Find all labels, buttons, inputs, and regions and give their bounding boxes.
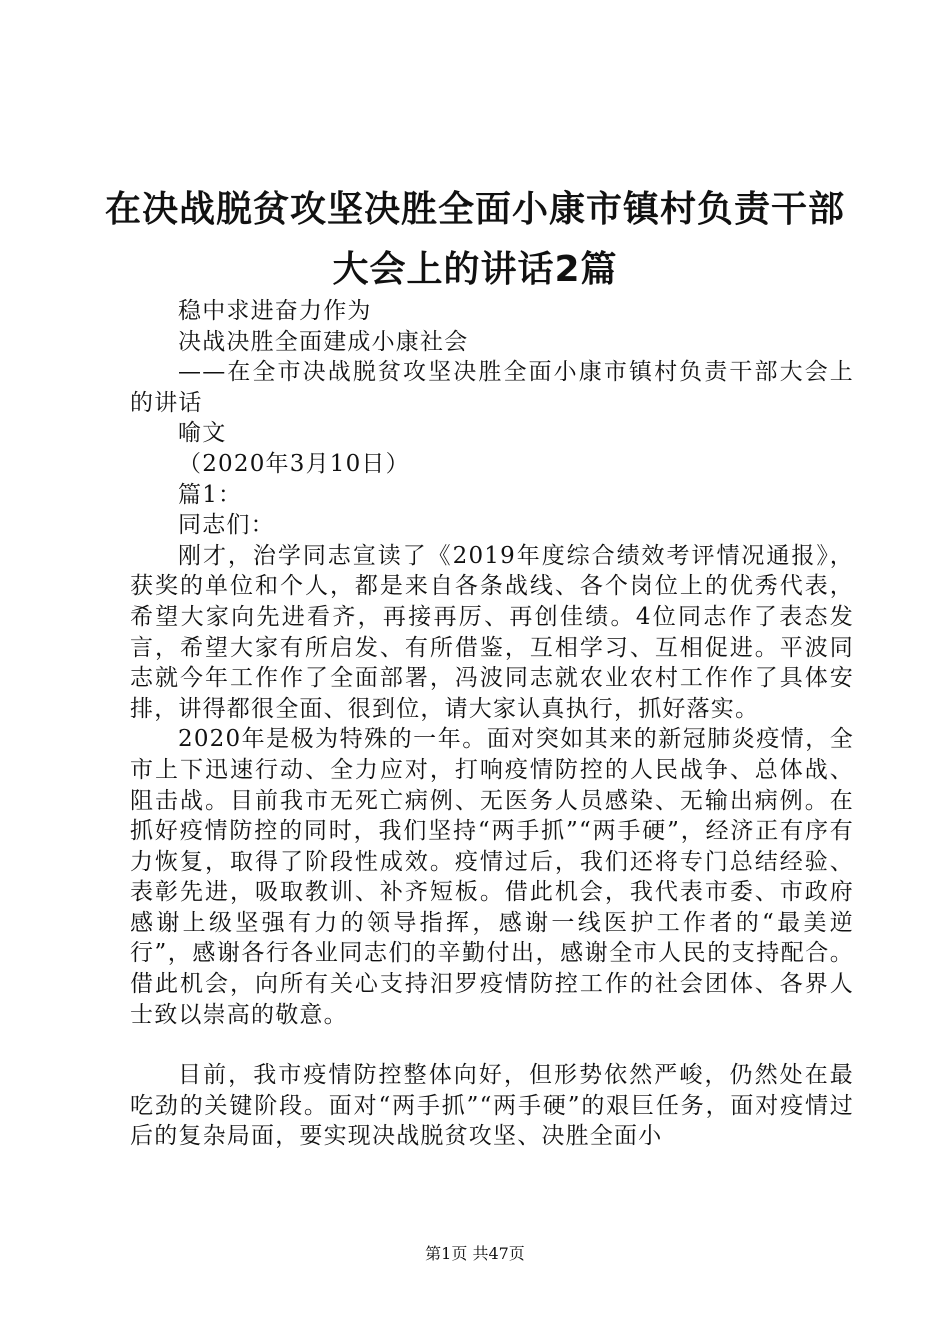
body-paragraph-1: 刚才，治学同志宣读了《2019年度综合绩效考评情况通报》，获奖的单位和个人，都是来自各条战线、各个岗位上的优秀代表，希望大家向先进看齐，再接再厉、再创佳绩。4位同志作了表态发言，希望大家有所启发、有所借鉴，互相学习、互相促进。平波同志就今年工作作了全面部署，冯波同志就农业农村工作作了具体安排，讲得都很全面、很到位，请大家认真执行，抓好落实。 xyxy=(130,542,854,722)
subtitle-3: ——在全市决战脱贫攻坚决胜全面小康市镇村负责干部大会上的讲话 xyxy=(130,359,854,416)
page-number-footer: 第1页 共47页 xyxy=(425,1244,525,1263)
subtitle-1: 稳中求进奋力作为 xyxy=(178,298,372,324)
speech-date: （2020年3月10日） xyxy=(178,450,410,477)
body-paragraph-3: 目前，我市疫情防控整体向好，但形势依然严峻，仍然处在最吃劲的关键阶段。面对“两手抓”“两手硬”的艰巨任务，面对疫情过后的复杂局面，要实现决战脱贫攻坚、决胜全面小 xyxy=(130,1062,854,1150)
section-label: 篇1： xyxy=(178,481,243,508)
subtitle-2: 决战决胜全面建成小康社会 xyxy=(178,328,469,355)
document-title-line-1: 在决战脱贫攻坚决胜全面小康市镇村负责干部 xyxy=(104,189,845,230)
document-body xyxy=(130,296,854,1152)
paragraph-spacer xyxy=(130,1030,854,1060)
author: 喻文 xyxy=(178,420,227,447)
body-paragraph-2: 2020年是极为特殊的一年。面对突如其来的新冠肺炎疫情，全市上下迅速行动、全力应对，打响疫情防控的人民战争、总体战、阻击战。目前我市无死亡病例、无医务人员感染、无输出病例。在抓好疫情防控的同时，我们坚持“两手抓”“两手硬”，经济正有序有力恢复，取得了阶段性成效。疫情过后，我们还将专门总结经验、表彰先进，吸取教训、补齐短板。借此机会，我代表市委、市政府感谢上级坚强有力的领导指挥，感谢一线医护工作者的“最美逆行”，感谢各行各业同志们的辛勤付出，感谢全市人民的支持配合。借此机会，向所有关心支持汨罗疫情防控工作的社会团体、各界人士致以崇高的敬意。 xyxy=(130,726,854,1028)
salutation: 同志们： xyxy=(178,512,275,539)
document-title-line-2: 大会上的讲话2篇 xyxy=(332,249,618,290)
